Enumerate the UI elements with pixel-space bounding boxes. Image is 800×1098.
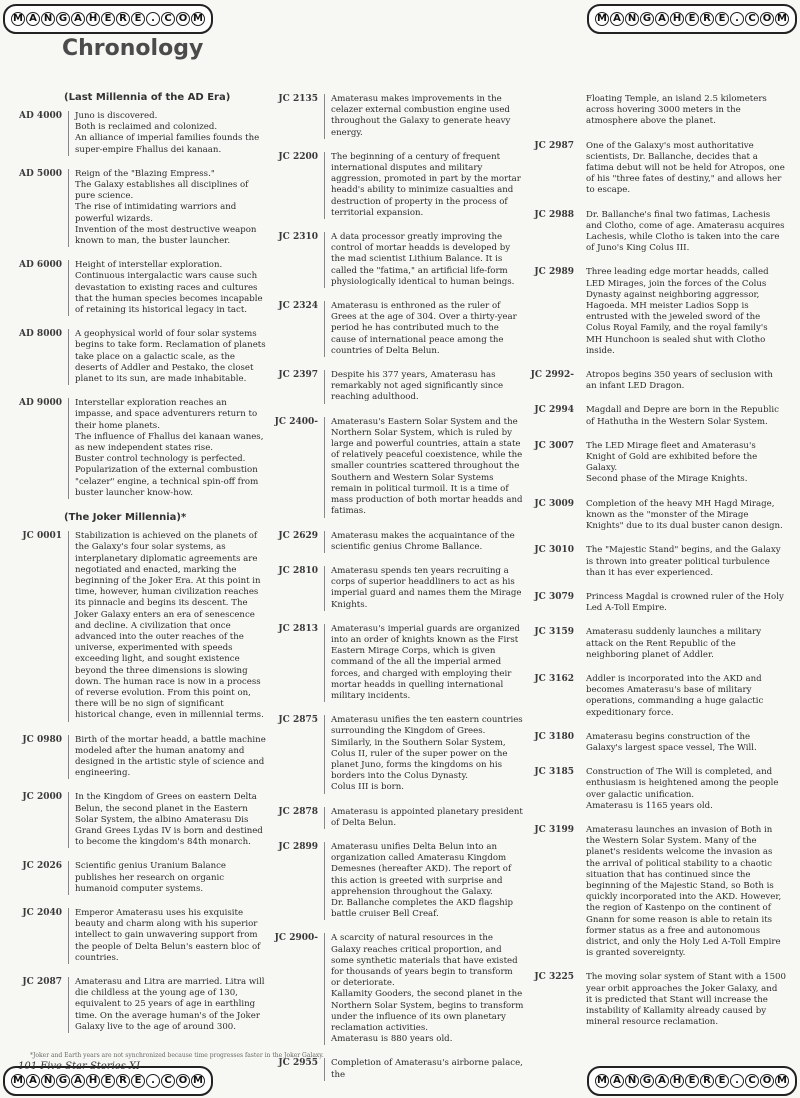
entry-date: JC 3009 <box>534 498 574 509</box>
entry-date: JC 2992- <box>530 370 574 381</box>
watermark-letter: M <box>775 1074 789 1088</box>
entry-date: JC 2135 <box>278 94 318 104</box>
entry-text: Juno is discovered. Both is reclaimed and colonized. An alliance of imperial families founds the super-empire Fhallus dei kanaan. <box>68 111 266 156</box>
entry-text: The moving solar system of Stant with a 1500 year orbit approaches the Joker Galaxy, and it is predicted that Stant will increase the instability of Kallamity already caused by mineral resource reclamation. <box>586 972 786 1028</box>
entry-date: JC 2629 <box>278 530 318 541</box>
timeline-entry <box>16 329 266 385</box>
timeline-entry <box>272 232 524 288</box>
entry-text: Amaterasu is appointed planetary president of Delta Belun. <box>324 807 524 829</box>
page-title: Chronology <box>62 36 204 61</box>
entry-text: Amaterasu and Litra are married. Litra will die childless at the young age of 130, equivalent to 25 years of age in earthling time. On the average human's of the Joker Galaxy live to the age of around 300. <box>68 977 266 1033</box>
entry-date: JC 2899 <box>278 841 318 852</box>
entry-date: JC 3007 <box>534 440 574 451</box>
entry-text: Interstellar exploration reaches an impasse, and space adventurers return to their home planets. The influence of Fhallus dei kanaan wanes, as new independent states rise. Buster control technology is perfected. Popularization of the external combustion "celazer" engine, a technical spin-off from buster launcher know-how. <box>68 398 266 499</box>
timeline-entry <box>530 499 786 533</box>
entry-date: JC 2987 <box>534 140 574 151</box>
watermark-letter: E <box>685 12 699 26</box>
continued-entry <box>530 94 786 128</box>
watermark-letter: M <box>191 12 205 26</box>
watermark-bottom-right <box>587 1066 797 1096</box>
timeline-entry <box>530 267 786 357</box>
watermark-letter: C <box>745 1074 759 1088</box>
page-reference: 101 Five Star Stories XI <box>18 1061 141 1072</box>
entry-date: JC 3010 <box>534 545 574 556</box>
entry-date: JC 2875 <box>278 715 318 726</box>
timeline-entry <box>272 566 524 611</box>
watermark-letter: M <box>11 1074 25 1088</box>
timeline-entry <box>272 807 524 829</box>
watermark-letter: O <box>176 1074 190 1088</box>
entry-text: Dr. Ballanche's final two fatimas, Lachesis and Clotho, come of age. Amaterasu acquires Lachesis, while Clotho is taken into the care of Juno's King Colus III. <box>586 209 785 254</box>
timeline-entry <box>272 842 524 920</box>
entry-text: Amaterasu unifies Delta Belun into an organization called Amaterasu Kingdom Demesnes (hereafter AKD). The report of this action is greeted with surprise and apprehension throughout the Galaxy. Dr. Ballanche completes the AKD flagship battle cruiser Bell Creaf. <box>324 842 524 920</box>
entry-text: Construction of The Will is completed, and enthusiasm is heightened among the people over galactic unification. Amaterasu is 1165 years old. <box>586 767 779 811</box>
watermark-letter: G <box>56 1074 70 1088</box>
entry-date: JC 3180 <box>534 731 574 742</box>
entry-date: JC 2000 <box>22 792 62 803</box>
entry-text: Amaterasu is enthroned as the ruler of Grees at the age of 304. Over a thirty-year period he has contributed much to the cause of international peace among the countries of Delta Belun. <box>324 301 524 357</box>
entry-date: JC 2813 <box>278 623 318 634</box>
footnote: *Joker and Earth years are not synchronized because time progresses faster in the Joker Galaxy. <box>30 1052 324 1059</box>
watermark-letter: A <box>26 1074 40 1088</box>
column-2 <box>272 94 524 1094</box>
watermark-letter: H <box>86 1074 100 1088</box>
entry-date: JC 2878 <box>278 806 318 817</box>
entry-text: Reign of the "Blazing Empress." The Galaxy establishes all disciplines of pure science. The rise of intimidating warriors and powerful wizards. Invention of the most destructive weapon known to man, the buster launcher. <box>68 169 266 247</box>
timeline-entry <box>530 592 786 614</box>
entry-text: Amaterasu's imperial guards are organized into an order of knights known as the First Eastern Mirage Corps, which is given command of the all the imperial armed forces, and charged with employing their mortar headds in quelling international military incidents. <box>324 624 524 702</box>
column-3 <box>530 94 786 1041</box>
entry-text: Three leading edge mortar headds, called LED Mirages, join the forces of the Colus Dynasty against neighboring aggressor, Hagoeda. MH meister Ladios Sopp is entrusted with the jeweled sword of the Colus Royal Family, and the royal family's MH Hunchoon is sealed shut with Clotho inside. <box>586 267 769 356</box>
section-title-joker: (The Joker Millennia)* <box>64 512 187 524</box>
entry-text: Magdall and Depre are born in the Republic of Hathutha in the Western Solar System. <box>586 405 779 427</box>
watermark-letter: M <box>191 1074 205 1088</box>
entry-date: JC 2087 <box>22 977 62 987</box>
entry-date: JC 2040 <box>22 907 62 918</box>
entry-date: JC 2026 <box>22 861 62 872</box>
entry-text: The LED Mirage fleet and Amaterasu's Knight of Gold are exhibited before the Galaxy. Second phase of the Mirage Knights. <box>586 440 758 485</box>
section-title-ad: (Last Millennia of the AD Era) <box>64 92 231 103</box>
timeline-entry <box>16 260 266 316</box>
entry-date: AD 8000 <box>19 329 62 340</box>
timeline-entry <box>16 531 266 721</box>
entry-text: Amaterasu's Eastern Solar System and the Northern Solar System, which is ruled by large and powerful countries, attain a state of relatively peaceful coexistence, while the smaller countries scattered throughout the Southern and Western Solar Systems remain in political turmoil. It is a time of mass production of both mortar headds and fatimas. <box>324 417 524 518</box>
entry-text: A data processor greatly improving the control of mortar headds is developed by the mad scientist Lithium Balance. It is called the "fatima," an artificial life-form physiologically identical to human beings. <box>324 232 524 288</box>
timeline-entry <box>530 674 786 719</box>
watermark-letter: A <box>71 1074 85 1088</box>
watermark-letter: M <box>595 1074 609 1088</box>
watermark-letter: E <box>685 1074 699 1088</box>
timeline-entry <box>16 908 266 964</box>
entry-text: A scarcity of natural resources in the Galaxy reaches critical proportion, and some synthetic materials that have existed for thousands of years begin to transform or deteriorate. Kallamity Gooders, the second planet in the Northern Solar System, begins to transform under the influence of its own planetary reclamation activities. Amaterasu is 880 years old. <box>324 933 524 1045</box>
timeline-entry <box>272 417 524 518</box>
timeline-entry <box>16 792 266 848</box>
entry-date: JC 2310 <box>278 232 318 243</box>
entry-date: JC 2397 <box>278 370 318 381</box>
timeline-entry <box>272 94 524 139</box>
entry-text: Despite his 377 years, Amaterasu has remarkably not aged significantly since reaching adulthood. <box>324 370 524 404</box>
watermark-top-right <box>587 4 797 34</box>
entry-text: Princess Magdal is crowned ruler of the Holy Led A-Toll Empire. <box>586 591 784 614</box>
entry-text: Height of interstellar exploration. Continuous intergalactic wars cause such devastation to existing races and cultures that the human species becomes incapable of retaining its historical legacy in tact. <box>68 260 266 316</box>
entry-text: Completion of the heavy MH Hagd Mirage, known as the "monster of the Mirage Knights" due to its dual buster canon design. <box>586 498 783 532</box>
entry-date: AD 9000 <box>19 398 62 409</box>
timeline-entry <box>530 825 786 959</box>
timeline-entry <box>272 531 524 553</box>
entry-date: JC 3159 <box>534 627 574 638</box>
timeline-entry <box>530 545 786 579</box>
timeline-entry <box>16 398 266 499</box>
entry-text: Amaterasu begins construction of the Galaxy's largest space vessel, The Will. <box>586 731 757 753</box>
entry-date: JC 2900- <box>274 933 318 944</box>
entry-text: In the Kingdom of Grees on eastern Delta Belun, the second planet in the Eastern Solar System, the albino Amaterasu Dis Grand Grees Lydas IV is born and destined to become the kingdom's 84th monarch. <box>68 792 266 848</box>
timeline-entry <box>16 977 266 1033</box>
timeline-entry <box>530 732 786 754</box>
timeline-entry <box>272 370 524 404</box>
timeline-entry <box>530 627 786 661</box>
entry-date: JC 3162 <box>534 673 574 684</box>
entry-date: JC 3199 <box>534 824 574 835</box>
entry-date: JC 2994 <box>534 405 574 416</box>
watermark-letter: M <box>11 12 25 26</box>
watermark-letter: R <box>700 12 714 26</box>
entry-text: Amaterasu makes improvements in the celazer external combustion engine used throughout the Galaxy to generate heavy energy. <box>324 94 524 139</box>
watermark-letter: . <box>146 12 160 26</box>
entry-date: JC 3225 <box>534 972 574 983</box>
watermark-letter: E <box>715 12 729 26</box>
watermark-letter: A <box>26 12 40 26</box>
entry-text: Amaterasu spends ten years recruiting a corps of superior headdliners to act as his imperial guard and names them the Mirage Knights. <box>324 566 524 611</box>
watermark-letter: G <box>640 12 654 26</box>
entry-text: Birth of the mortar headd, a battle machine modeled after the human anatomy and designed in the artistic style of science and engineering. <box>68 735 266 780</box>
watermark-letter: G <box>56 12 70 26</box>
entry-date: JC 0001 <box>22 531 62 542</box>
entry-date: AD 5000 <box>19 168 62 179</box>
watermark-letter: . <box>730 1074 744 1088</box>
entry-text: Amaterasu launches an invasion of Both in the Western Solar System. Many of the planet's residents welcome the invasion as the arrival of political stability to a chaotic situation that has continued since the beginning of the Majestic Stand, so Both is quickly incorporated into the AKD. However, the region of Kastenpo on the continent of Gnann for some reason is able to retain its former status as a free and autonomous district, and only the Holy Led A-Toll Empire is granted sovereignty. <box>586 824 782 959</box>
watermark-letter: R <box>700 1074 714 1088</box>
timeline-entry <box>272 624 524 702</box>
watermark-letter: A <box>655 1074 669 1088</box>
entry-text: Emperor Amaterasu uses his exquisite beauty and charm along with his superior intellect to gain unwavering support from the people of Delta Belun's eastern bloc of countries. <box>68 908 266 964</box>
watermark-letter: C <box>161 1074 175 1088</box>
entry-text: The beginning of a century of frequent international disputes and military aggression, promoted in part by the mortar headd's ability to minimize casualties and destruction of property in the process of territorial expansion. <box>324 152 524 219</box>
entries-col3 <box>530 141 786 1029</box>
entry-date: JC 2988 <box>534 209 574 220</box>
timeline-entry <box>272 933 524 1045</box>
entries-col2 <box>272 94 524 1081</box>
timeline-entry <box>272 715 524 793</box>
watermark-letter: C <box>161 12 175 26</box>
watermark-letter: . <box>146 1074 160 1088</box>
timeline-entry <box>530 370 786 392</box>
watermark-letter: H <box>670 1074 684 1088</box>
timeline-entry <box>530 405 786 427</box>
watermark-letter: A <box>71 12 85 26</box>
watermark-letter: G <box>640 1074 654 1088</box>
watermark-letter: E <box>131 12 145 26</box>
entries-joker <box>16 531 266 1033</box>
entry-date: AD 6000 <box>19 260 62 271</box>
watermark-letter: N <box>625 1074 639 1088</box>
watermark-letter: M <box>595 12 609 26</box>
entry-text: Amaterasu unifies the ten eastern countries surrounding the Kingdom of Grees. Similarly, in the Southern Solar System, Colus II, ruler of the super power on the planet Juno, forms the kingdoms on his borders into the Colus Dynasty. Colus III is born. <box>324 715 524 793</box>
entry-date: JC 2324 <box>278 301 318 312</box>
timeline-entry <box>272 1058 524 1080</box>
watermark-letter: E <box>131 1074 145 1088</box>
watermark-letter: O <box>760 12 774 26</box>
column-1 <box>16 92 266 1046</box>
timeline-entry <box>530 767 786 812</box>
entry-date: JC 3079 <box>534 591 574 602</box>
watermark-letter: R <box>116 1074 130 1088</box>
watermark-letter: . <box>730 12 744 26</box>
entry-text: Floating Temple, an island 2.5 kilometers across hovering 3000 meters in the atmosphere above the planet. <box>586 94 767 127</box>
entry-date: JC 2955 <box>278 1058 318 1069</box>
watermark-letter: C <box>745 12 759 26</box>
timeline-entry <box>530 210 786 255</box>
watermark-letter: E <box>715 1074 729 1088</box>
watermark-letter: N <box>625 12 639 26</box>
watermark-letter: E <box>101 12 115 26</box>
timeline-entry <box>16 111 266 156</box>
timeline-entry <box>16 735 266 780</box>
entry-text: One of the Galaxy's most authoritative scientists, Dr. Ballanche, decides that a fatima debut will not be held for Atropos, one of his "three fates of destiny," and allows her to escape. <box>586 140 785 196</box>
watermark-letter: H <box>670 12 684 26</box>
timeline-entry <box>16 861 266 895</box>
timeline-entry <box>530 141 786 197</box>
entry-date: JC 3185 <box>534 767 574 778</box>
entry-date: JC 2989 <box>534 267 574 278</box>
watermark-letter: N <box>41 12 55 26</box>
entry-text: Atropos begins 350 years of seclusion with an infant LED Dragon. <box>586 370 773 392</box>
entry-date: JC 2810 <box>278 565 318 576</box>
entry-date: JC 0980 <box>22 734 62 745</box>
entry-text: The "Majestic Stand" begins, and the Galaxy is thrown into greater political turbulence than it has ever experienced. <box>586 545 781 578</box>
entry-text: Addler is incorporated into the AKD and becomes Amaterasu's base of military operations, commanding a huge galactic expeditionary force. <box>586 673 764 718</box>
timeline-entry <box>272 152 524 219</box>
entries-ad <box>16 111 266 499</box>
watermark-letter: A <box>610 1074 624 1088</box>
entry-text: A geophysical world of four solar systems begins to take form. Reclamation of planets take place on a galactic scale, as the deserts of Addler and Pestako, the closet planet to its sun, are made inhabitable. <box>68 329 266 385</box>
timeline-entry <box>530 441 786 486</box>
entry-date: JC 2200 <box>278 151 318 162</box>
entry-text: Amaterasu makes the acquaintance of the scientific genius Chrome Ballance. <box>324 531 524 553</box>
watermark-top-left <box>3 4 213 34</box>
watermark-letter: N <box>41 1074 55 1088</box>
entry-text: Amaterasu suddenly launches a military attack on the Rent Republic of the neighboring planet of Addler. <box>586 627 762 660</box>
timeline-entry <box>272 301 524 357</box>
entry-date <box>530 94 580 128</box>
entry-text: Completion of Amaterasu's airborne palace, the <box>324 1058 524 1080</box>
entry-text: Stabilization is achieved on the planets of the Galaxy's four solar systems, as interplanetary diplomatic agreements are negotiated and enacted, marking the beginning of the Joker Era. At this point in time, however, human civilization reaches its pinnacle and begins its descent. The Joker Galaxy enters an era of senescence and decline. A civilization that once advanced into the outer reaches of the universe, experimented with speeds exceeding light, and sought existence beyond the three dimensions is slowing down. The human race is now in a process of reverse evolution. From this point on, there will be no sign of significant historical change, even in millennial terms. <box>68 531 266 721</box>
watermark-letter: O <box>760 1074 774 1088</box>
watermark-letter: A <box>655 12 669 26</box>
entry-text: Scientific genius Uranium Balance publishes her research on organic humanoid computer systems. <box>68 861 266 895</box>
watermark-letter: A <box>610 12 624 26</box>
timeline-entry <box>530 972 786 1028</box>
watermark-letter: E <box>101 1074 115 1088</box>
watermark-letter: R <box>116 12 130 26</box>
entry-date: JC 2400- <box>274 416 318 427</box>
watermark-letter: O <box>176 12 190 26</box>
timeline-entry <box>16 169 266 247</box>
watermark-letter: H <box>86 12 100 26</box>
entry-date: AD 4000 <box>19 111 62 121</box>
watermark-letter: M <box>775 12 789 26</box>
